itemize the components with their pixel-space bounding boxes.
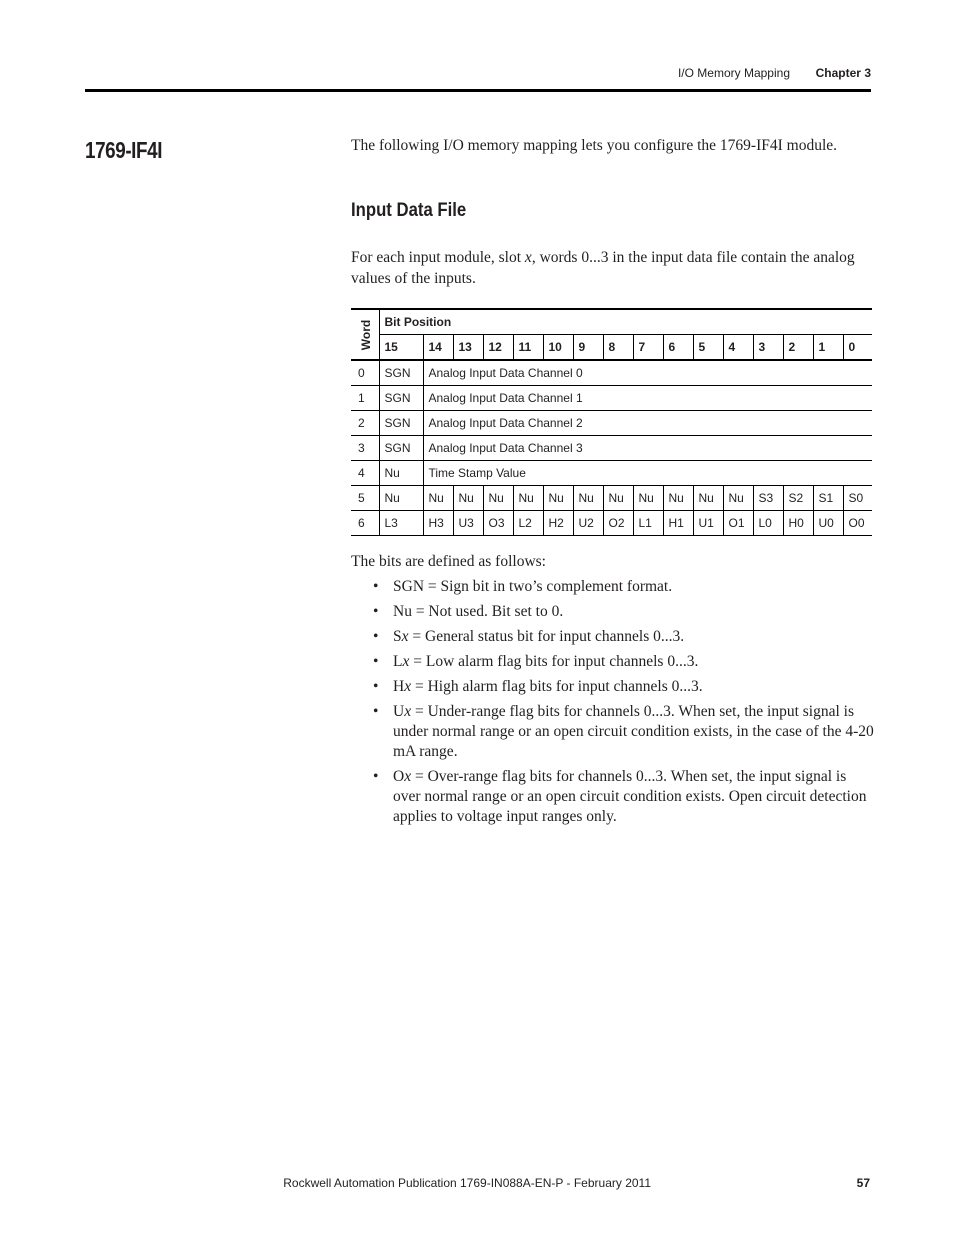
bit-variable: x [402,653,410,670]
bit-cell: Nu [453,486,483,511]
bit-cell: Nu [513,486,543,511]
sgn-cell: SGN [379,360,423,386]
bit-number-cell: 2 [783,335,813,361]
word-header: Word [359,319,374,350]
bit-number-cell: 11 [513,335,543,361]
bit-cell: Nu [723,486,753,511]
word-cell: 2 [351,411,379,436]
bit-cell: Nu [693,486,723,511]
bit-number-cell: 7 [633,335,663,361]
bit-cell: S2 [783,486,813,511]
bit-number-cell: 5 [693,335,723,361]
footer-publication: Rockwell Automation Publication 1769-IN088A-EN-P - February 2011 [283,1176,651,1190]
bit-cell: Nu [603,486,633,511]
sgn-cell: SGN [379,386,423,411]
bit-prefix: S [393,628,402,645]
paragraph-after: , words 0...3 in the input data file contain the analog values of the inputs. [351,249,855,287]
word-header-cell [351,309,379,360]
word-cell: 5 [351,486,379,511]
bit-number-cell: 1 [813,335,843,361]
table-row [351,511,872,536]
bit-definition-text: = General status bit for input channels 0...3. [408,628,685,645]
bit-cell: Nu [663,486,693,511]
bit-cell: H1 [663,511,693,536]
table-row [351,360,872,386]
bit-definition-text: = Over-range flag bits for channels 0...3. When set, the input signal is over normal range or an open circuit condition exists. Open circuit detection applies to voltage input ranges only. [393,768,867,825]
bit-cell: U2 [573,511,603,536]
bit-variable: x [404,768,412,785]
list-item [351,702,876,762]
list-item [351,602,876,622]
bit-cell: U0 [813,511,843,536]
section-title: 1769-IF4I [85,137,163,163]
sgn-cell: SGN [379,436,423,461]
bullet-icon: • [373,768,379,785]
description-paragraph [351,247,876,289]
desc-cell: Analog Input Data Channel 0 [423,360,872,386]
bullet-icon: • [373,678,379,695]
bits-intro: The bits are defined as follows: [351,553,546,570]
bit-number-cell: 3 [753,335,783,361]
bit-cell: H2 [543,511,573,536]
subheading: Input Data File [351,200,467,221]
list-item [351,767,876,827]
bit-variable: x [404,703,412,720]
bit-cell: S1 [813,486,843,511]
bit-number-cell: 6 [663,335,693,361]
intro-text: The following I/O memory mapping lets you configure the 1769-IF4I module. [351,137,838,154]
desc-cell: Analog Input Data Channel 1 [423,386,872,411]
paragraph-before: For each input module, slot [351,249,525,266]
bullet-icon: • [373,703,379,720]
header-section: I/O Memory Mapping [677,66,790,80]
bit-definition-text: Nu = Not used. Bit set to 0. [393,603,564,620]
table-row [351,486,872,511]
list-item [351,652,876,672]
bit-number-cell: 0 [843,335,872,361]
bit-cell: Nu [573,486,603,511]
bit-cell: Nu [379,486,423,511]
bit-number-cell: 14 [423,335,453,361]
bit-cell: L2 [513,511,543,536]
bullet-icon: • [373,653,379,670]
word-cell: 6 [351,511,379,536]
bit-cell: Nu [423,486,453,511]
bit-variable: x [404,678,412,695]
bit-variable: x [401,628,409,645]
table-row [351,436,872,461]
bit-definition-text: = Under-range flag bits for channels 0...3. When set, the input signal is under normal range or an open circuit condition exists, in the case of the 4-20 mA range. [393,703,874,760]
sgn-cell: SGN [379,411,423,436]
bit-definition-text: = Low alarm flag bits for input channels 0...3. [409,653,699,670]
desc-cell: Analog Input Data Channel 3 [423,436,872,461]
bit-prefix: O [393,768,405,785]
paragraph-var: x [524,249,532,266]
word-cell: 1 [351,386,379,411]
word-cell: 3 [351,436,379,461]
bit-cell: Nu [483,486,513,511]
bit-cell: O1 [723,511,753,536]
bit-cell: S3 [753,486,783,511]
bit-definition-text: SGN = Sign bit in two’s complement format. [393,578,673,595]
list-item [351,677,876,697]
sgn-cell: Nu [379,461,423,486]
bit-position-header: Bit Position [379,309,872,335]
bit-number-cell: 12 [483,335,513,361]
bit-prefix: U [393,703,405,720]
desc-cell: Analog Input Data Channel 2 [423,411,872,436]
bit-definition-text: = High alarm flag bits for input channels 0...3. [411,678,703,695]
table-row [351,461,872,486]
bit-number-cell: 15 [379,335,423,361]
bullet-icon: • [373,578,379,595]
list-item [351,577,876,597]
bit-cell: L3 [379,511,423,536]
table-row [351,386,872,411]
bit-cell: U3 [453,511,483,536]
word-cell: 0 [351,360,379,386]
bit-cell: H3 [423,511,453,536]
bit-number-cell: 10 [543,335,573,361]
bit-cell: Nu [543,486,573,511]
io-memory-map-table [351,308,872,536]
bit-cell: Nu [633,486,663,511]
bullet-icon: • [373,628,379,645]
bullet-icon: • [373,603,379,620]
list-item [351,627,876,647]
bit-number-cell: 13 [453,335,483,361]
bit-numbers-row [351,335,872,361]
bit-cell: L1 [633,511,663,536]
bit-definitions-list [351,577,876,832]
bit-number-cell: 8 [603,335,633,361]
header-rule [85,89,871,92]
bit-cell: U1 [693,511,723,536]
bit-cell: S0 [843,486,872,511]
bit-number-cell: 4 [723,335,753,361]
table-row [351,411,872,436]
header-chapter: Chapter 3 [815,66,871,80]
footer-page-number: 57 [856,1176,870,1190]
bit-cell: L0 [753,511,783,536]
desc-cell: Time Stamp Value [423,461,872,486]
bit-cell: O0 [843,511,872,536]
bit-prefix: H [393,678,405,695]
bit-cell: O2 [603,511,633,536]
bit-cell: H0 [783,511,813,536]
bit-cell: O3 [483,511,513,536]
word-cell: 4 [351,461,379,486]
bit-number-cell: 9 [573,335,603,361]
bit-prefix: L [393,653,403,670]
